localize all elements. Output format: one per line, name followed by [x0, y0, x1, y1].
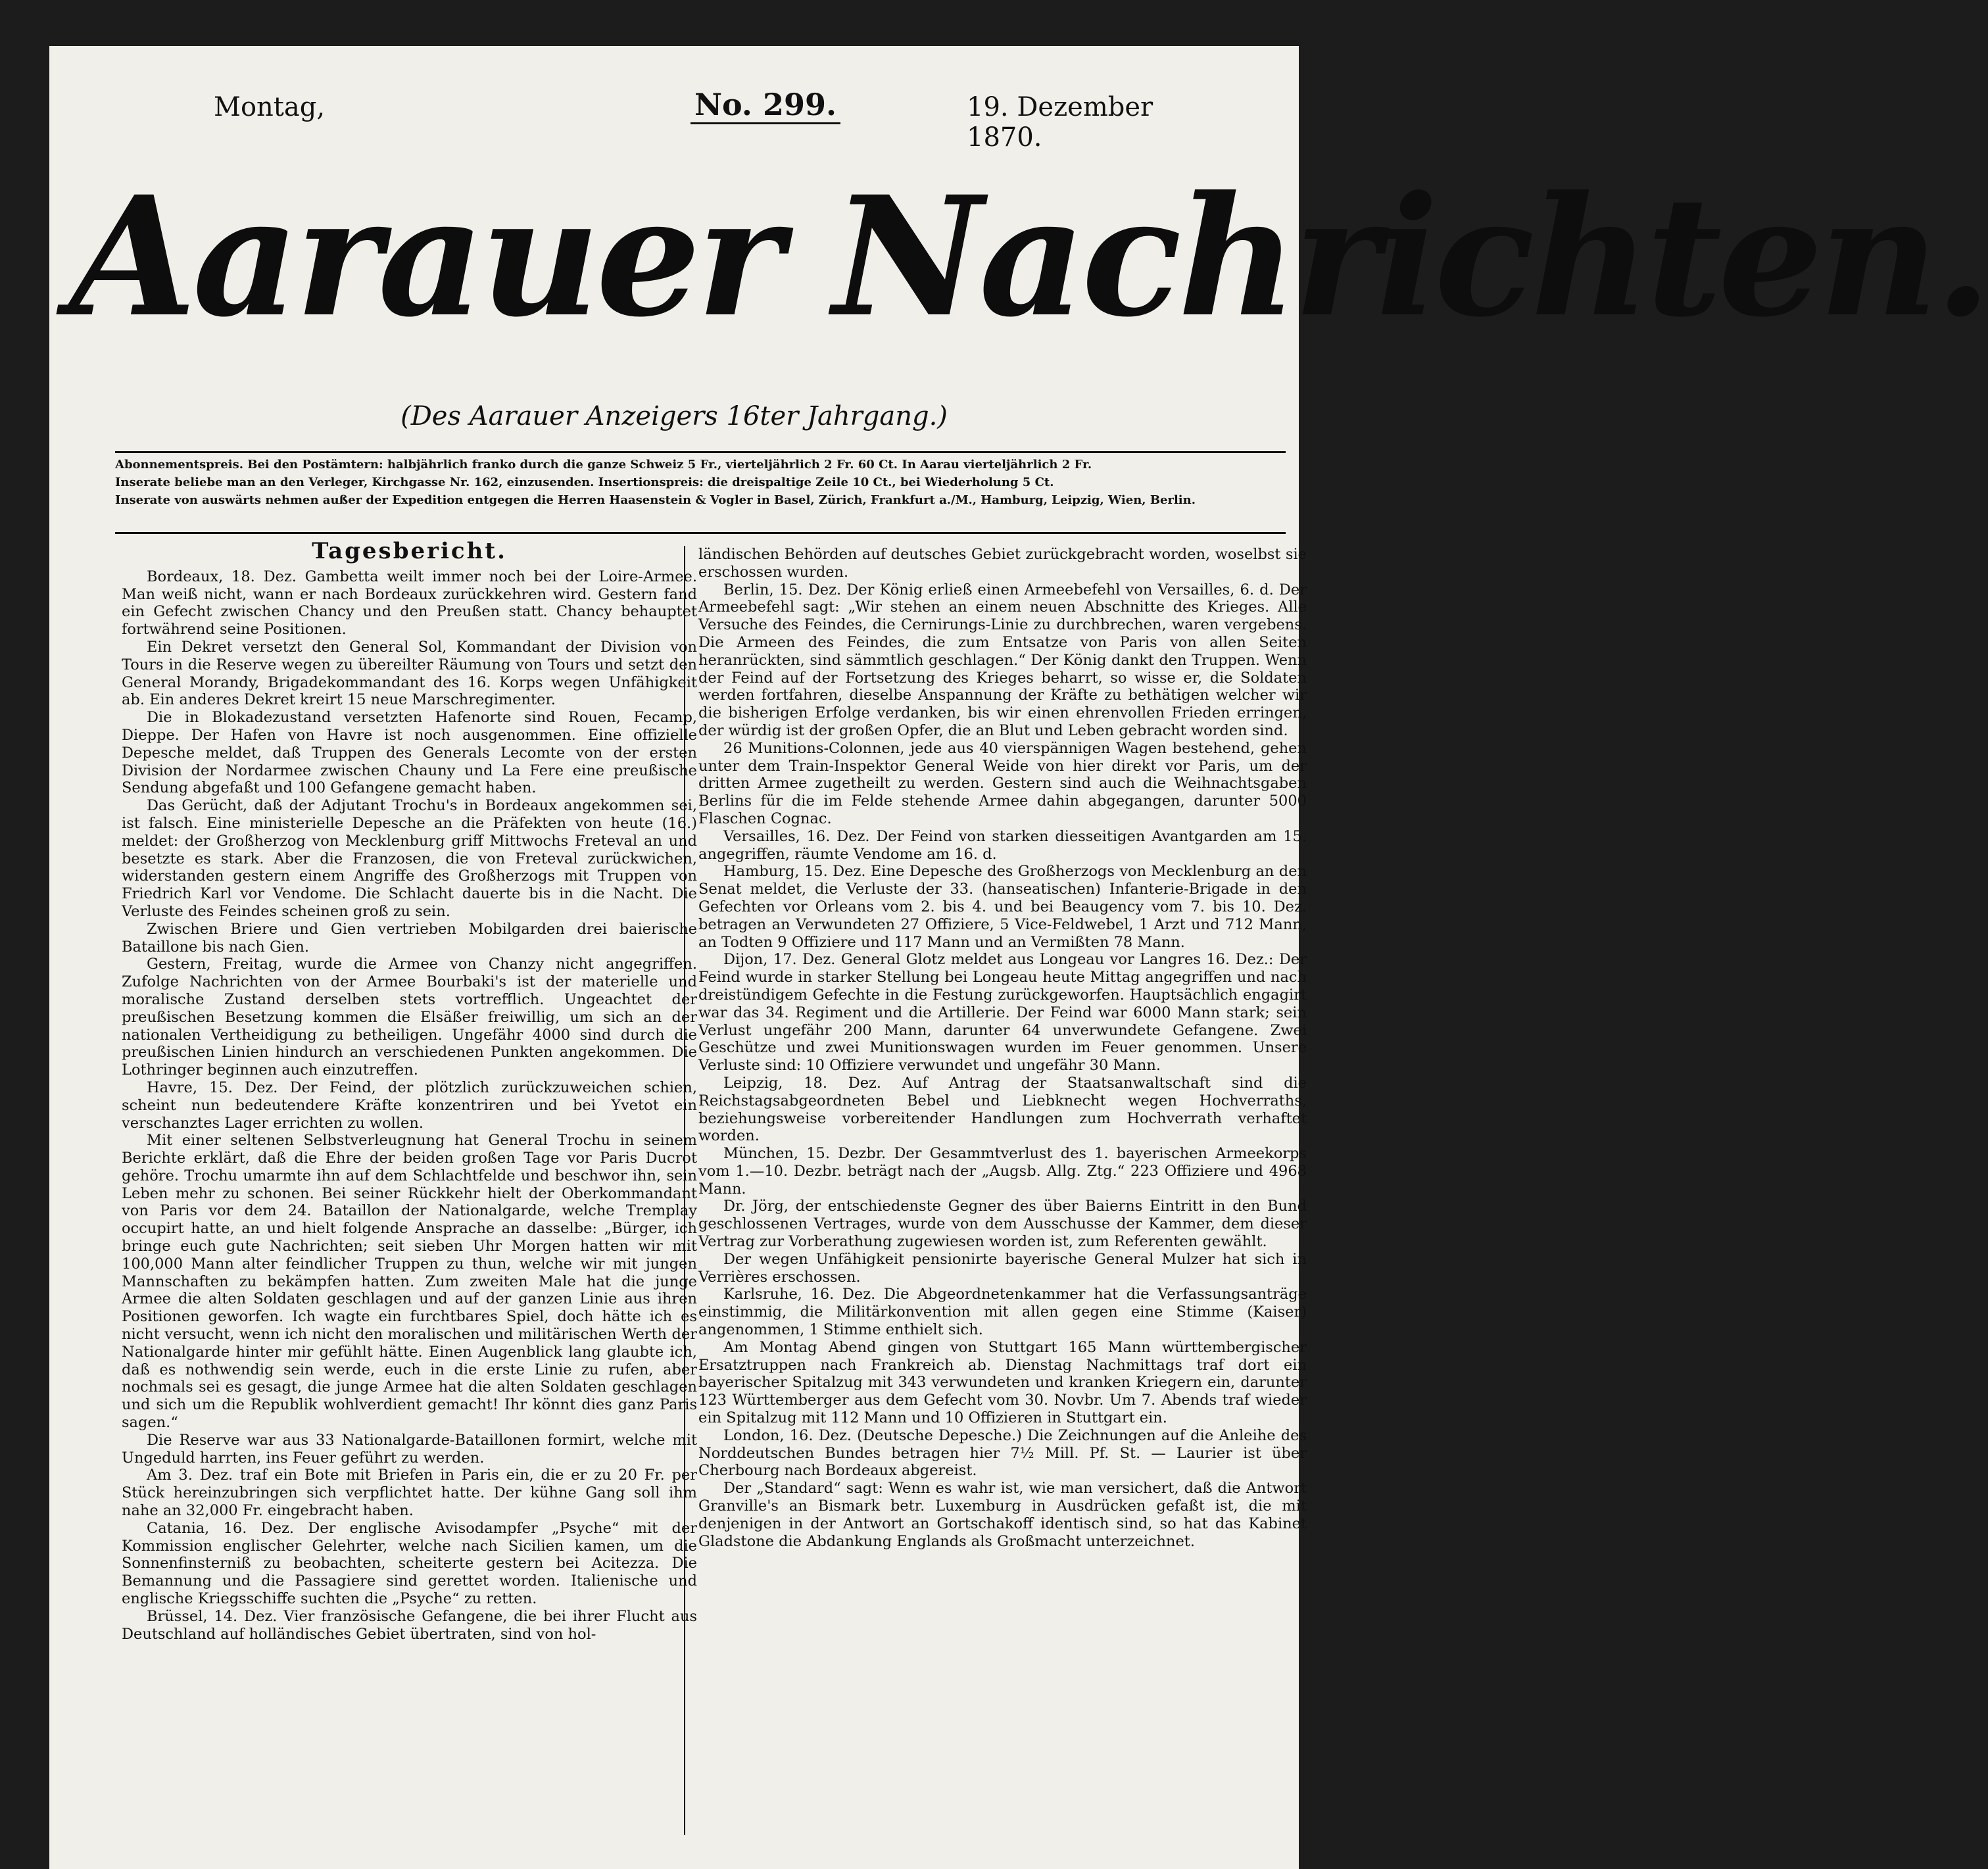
paragraph: ländischen Behörden auf deutsches Gebiet zurückgebracht worden, woselbst sie erschossen wurden.: [698, 546, 1307, 581]
issue-day: Montag,: [214, 92, 326, 122]
paragraph: Berlin, 15. Dez. Der König erließ einen Armeebefehl von Versailles, 6. d. Der Armeebefehl sagt: „Wir stehen an einem neuen Abschnitte des Krieges. Alle Versuche des Feindes, die Cernirungs-Linie zu durchbrechen, waren vergebens. Die Armeen des Feindes, die zum Entsatze von Paris von allen Seiten heranrückten, sind sämmtlich geschlagen.“ Der König dankt den Truppen. Wenn der Feind auf der Fortsetzung des Krieges beharrt, so wisse er, die Soldaten werden fortfahren, dieselbe Anspannung der Kräfte zu bethätigen welcher wir die bisherigen Erfolge verdanken, bis wir einen ehrenvollen Frieden erringen, der würdig ist der großen Opfer, die an Blut und Leben gebracht worden sind.: [698, 581, 1307, 739]
subscription-line-3: Inserate von auswärts nehmen außer der Expedition entgegen die Herren Haasenstein & Vogler in Basel, Zürich, Frankfurt a./M., Hamburg, Leipzig, Wien, Berlin.: [115, 493, 1196, 507]
paragraph: Catania, 16. Dez. Der englische Avisodampfer „Psyche“ mit der Kommission englischer Gelehrter, welche nach Sicilien kamen, um die Sonnenfinsterniß zu beobachten, scheiterte gestern bei Acitezza. Die Bemannung und die Passagiere sind gerettet worden. Italienische und englische Kriegsschiffe suchten die „Psyche“ zu retten.: [122, 1519, 697, 1608]
newspaper-page: [49, 46, 1988, 1869]
paragraph: Ein Dekret versetzt den General Sol, Kommandant der Division von Tours in die Reserve wegen zu übereilter Räumung von Tours und setzt den General Morandy, Brigadekommandant des 16. Korps wegen Unfähigkeit ab. Ein anderes Dekret kreirt 15 neue Marschregimenter.: [122, 638, 697, 709]
paragraph: Versailles, 16. Dez. Der Feind von starken diesseitigen Avantgarden am 15. angegriffen, räumte Vendome am 16. d.: [698, 827, 1307, 863]
paragraph: Bordeaux, 18. Dez. Gambetta weilt immer noch bei der Loire-Armee. Man weiß nicht, wann er nach Bordeaux zurückkehren wird. Gestern fand ein Gefecht zwischen Chancy und den Preußen statt. Chancy behauptet fortwährend seine Positionen.: [122, 568, 697, 639]
paragraph: Das Gerücht, daß der Adjutant Trochu's in Bordeaux angekommen sei, ist falsch. Eine ministerielle Depesche an die Präfekten von heute (16.) meldet: der Großherzog von Mecklenburg griff Mittwochs Freteval an und besetzte es stark. Aber die Franzosen, die von Freteval zurückwichen, widerstanden gestern einem Angriffe des Großherzogs mit Truppen von Friedrich Karl vor Vendome. Die Schlacht dauerte bis in die Nacht. Die Verluste des Feindes scheinen groß zu sein.: [122, 797, 697, 920]
dateline: [115, 87, 1194, 153]
section-heading: Tagesbericht.: [312, 538, 507, 564]
subscription-line-1: Abonnementspreis. Bei den Postämtern: halbjährlich franko durch die ganze Schweiz 5 Fr., vierteljährlich 2 Fr. 60 Ct. In Aarau vierteljährlich 2 Fr.: [115, 458, 1092, 472]
paragraph: Die Reserve war aus 33 Nationalgarde-Bataillonen formirt, welche mit Ungeduld harrten, ins Feuer geführt zu werden.: [122, 1431, 697, 1467]
paragraph: Zwischen Briere und Gien vertrieben Mobilgarden drei baierische Bataillone bis nach Gien.: [122, 920, 697, 956]
paragraph: Am Montag Abend gingen von Stuttgart 165 Mann württembergischer Ersatztruppen nach Frankreich ab. Dienstag Nachmittags traf dort ein bayerischer Spitalzug mit 343 verwundeten und kranken Kriegern ein, darunter 123 Württemberger aus dem Gefecht vom 30. Novbr. Um 7. Abends traf wieder ein Spitalzug mit 112 Mann und 10 Offizieren in Stuttgart ein.: [698, 1338, 1307, 1427]
paragraph: 26 Munitions-Colonnen, jede aus 40 vierspännigen Wagen bestehend, gehen unter dem Train-Inspektor General Weide von hier direkt vor Paris, um der dritten Armee zugetheilt zu werden. Gestern sind auch die Weihnachtsgaben Berlins für die im Felde stehende Armee dahin abgegangen, darunter 5000 Flaschen Cognac.: [698, 739, 1307, 827]
masthead-subtitle: (Des Aarauer Anzeigers 16ter Jahrgang.): [400, 401, 948, 431]
right-column: [684, 546, 1307, 1835]
paragraph: Gestern, Freitag, wurde die Armee von Chanzy nicht angegriffen. Zufolge Nachrichten von der Armee Bourbaki's ist der materielle und moralische Zustand derselben stets vortrefflich. Ungeachtet der preußischen Besetzung kommen die Elsäßer freiwillig, um sich an der nationalen Vertheidigung zu betheiligen. Ungefähr 4000 sind durch die preußischen Linien hindurch an verschiedenen Punkten angekommen. Die Lothringer beginnen auch einzutreffen.: [122, 956, 697, 1079]
paragraph: Dijon, 17. Dez. General Glotz meldet aus Longeau vor Langres 16. Dez.: Der Feind wurde in starker Stellung bei Longeau heute Mittag angegriffen und nach dreistündigem Gefechte in die Festung zurückgeworfen. Hauptsächlich engagirt war das 34. Regiment und die Artillerie. Der Feind war 6000 Mann stark; sein Verlust ungefähr 200 Mann, darunter 64 unverwundete Gefangene. Zwei Geschütze und zwei Munitionswagen wurden im Feuer genommen. Unsere Verluste sind: 10 Offiziere verwundet und ungefähr 30 Mann.: [698, 951, 1307, 1075]
issue-date: 19. Dezember 1870.: [967, 92, 1153, 153]
paragraph: London, 16. Dez. (Deutsche Depesche.) Die Zeichnungen auf die Anleihe des Norddeutschen Bundes betragen hier 7½ Mill. Pf. St. — Laurier ist über Cherbourg nach Bordeaux abgereist.: [698, 1426, 1307, 1480]
subscription-info: [115, 451, 1286, 534]
paragraph: Dr. Jörg, der entschiedenste Gegner des über Baierns Eintritt in den Bund geschlossenen Vertrages, wurde von dem Ausschusse der Kammer, dem dieser Vertrag zur Vorberathung zugewiesen worden ist, zum Referenten gewählt.: [698, 1198, 1307, 1251]
masthead-title: Aarauer Nachrichten.: [69, 160, 1988, 353]
subscription-line-2: Inserate beliebe man an den Verleger, Kirchgasse Nr. 162, einzusenden. Insertionspreis: die dreispaltige Zeile 10 Ct., bei Wiederholung 5 Ct.: [115, 475, 1054, 489]
paragraph: München, 15. Dezbr. Der Gesammtverlust des 1. bayerischen Armeekorps vom 1.—10. Dezbr. beträgt nach der „Augsb. Allg. Ztg.“ 223 Offiziere und 4968 Mann.: [698, 1145, 1307, 1198]
paragraph: Havre, 15. Dez. Der Feind, der plötzlich zurückzuweichen schien, scheint nun bedeutendere Kräfte konzentriren und bei Yvetot ein verschanztes Lager errichten zu wollen.: [122, 1079, 697, 1132]
left-column: [122, 538, 697, 1832]
paragraph: Der wegen Unfähigkeit pensionirte bayerische General Mulzer hat sich in Verrières erschossen.: [698, 1250, 1307, 1286]
paragraph: Der „Standard“ sagt: Wenn es wahr ist, wie man versichert, daß die Antwort Granville's an Bismark betr. Luxemburg in Ausdrücken gefaßt ist, die mit denjenigen in der Antwort an Gortschakoff identisch sind, so hat das Kabinet Gladstone die Abdankung Englands als Großmacht unterzeichnet.: [698, 1480, 1307, 1550]
paragraph: Leipzig, 18. Dez. Auf Antrag der Staatsanwaltschaft sind die Reichstagsabgeordneten Bebel und Liebknecht wegen Hochverraths, beziehungsweise vorbereitender Handlungen zum Hochverrath verhaftet worden.: [698, 1074, 1307, 1145]
paragraph: Mit einer seltenen Selbstverleugnung hat General Trochu in seinem Berichte erklärt, daß die Ehre der beiden großen Tage vor Paris Ducrot gehöre. Trochu umarmte ihn auf dem Schlachtfelde und beschwor ihn, sein Leben mehr zu schonen. Bei seiner Rückkehr hielt der Oberkommandant von Paris vor dem 24. Bataillon der Nationalgarde, welche Tremplay occupirt hatte, an und hielt folgende Ansprache an dasselbe: „Bürger, ich bringe euch gute Nachrichten; seit sieben Uhr Morgen hatten wir mit 100,000 Mann alter feindlicher Truppen zu thun, welche wir mit jungen Mannschaften zu bekämpfen hatten. Zum zweiten Male hat die junge Armee die alten Soldaten geschlagen und auf der ganzen Linie aus ihren Positionen geworfen. Ich wagte ein furchtbares Spiel, doch hätte ich es nicht versucht, wenn ich nicht den moralischen und militärischen Werth der Nationalgarde hinter mir gefühlt hätte. Einen Augenblick lang glaubte ich, daß es nothwendig sein werde, euch in die erste Linie zu rufen, aber nochmals sei es gesagt, die junge Armee hat die alten Soldaten geschlagen und sich um die Republik wohlverdient gemacht! Ihr könnt dies ganz Paris sagen.“: [122, 1132, 697, 1432]
paragraph: Die in Blokadezustand versetzten Hafenorte sind Rouen, Fecamp, Dieppe. Der Hafen von Havre ist noch ausgenommen. Eine offizielle Depesche meldet, daß Truppen des Generals Lecomte von der ersten Division der Nordarmee zwischen Chauny und La Fere eine preußische Sendung abgefaßt und 100 Gefangene gemacht haben.: [122, 709, 697, 797]
paragraph: Hamburg, 15. Dez. Eine Depesche des Großherzogs von Mecklenburg an den Senat meldet, die Verluste der 33. (hanseatischen) Infanterie-Brigade in den Gefechten vor Orleans vom 2. bis 4. und bei Beaugency vom 7. bis 10. Dez. betragen an Verwundeten 27 Offiziere, 5 Vice-Feldwebel, 1 Arzt und 712 Mann, an Todten 9 Offiziere und 117 Mann und an Vermißten 78 Mann.: [698, 863, 1307, 951]
paragraph: Karlsruhe, 16. Dez. Die Abgeordnetenkammer hat die Verfassungsanträge einstimmig, die Militärkonvention mit allen gegen eine Stimme (Kaiser) angenommen, 1 Stimme enthielt sich.: [698, 1286, 1307, 1339]
paragraph: Am 3. Dez. traf ein Bote mit Briefen in Paris ein, die er zu 20 Fr. per Stück hereinzubringen sich verpflichtet hatte. Der kühne Gang soll ihm nahe an 32,000 Fr. eingebracht haben.: [122, 1467, 697, 1520]
issue-number: No. 299.: [691, 87, 840, 124]
paragraph: Brüssel, 14. Dez. Vier französische Gefangene, die bei ihrer Flucht aus Deutschland auf holländisches Gebiet übertraten, sind von hol-: [122, 1607, 697, 1643]
